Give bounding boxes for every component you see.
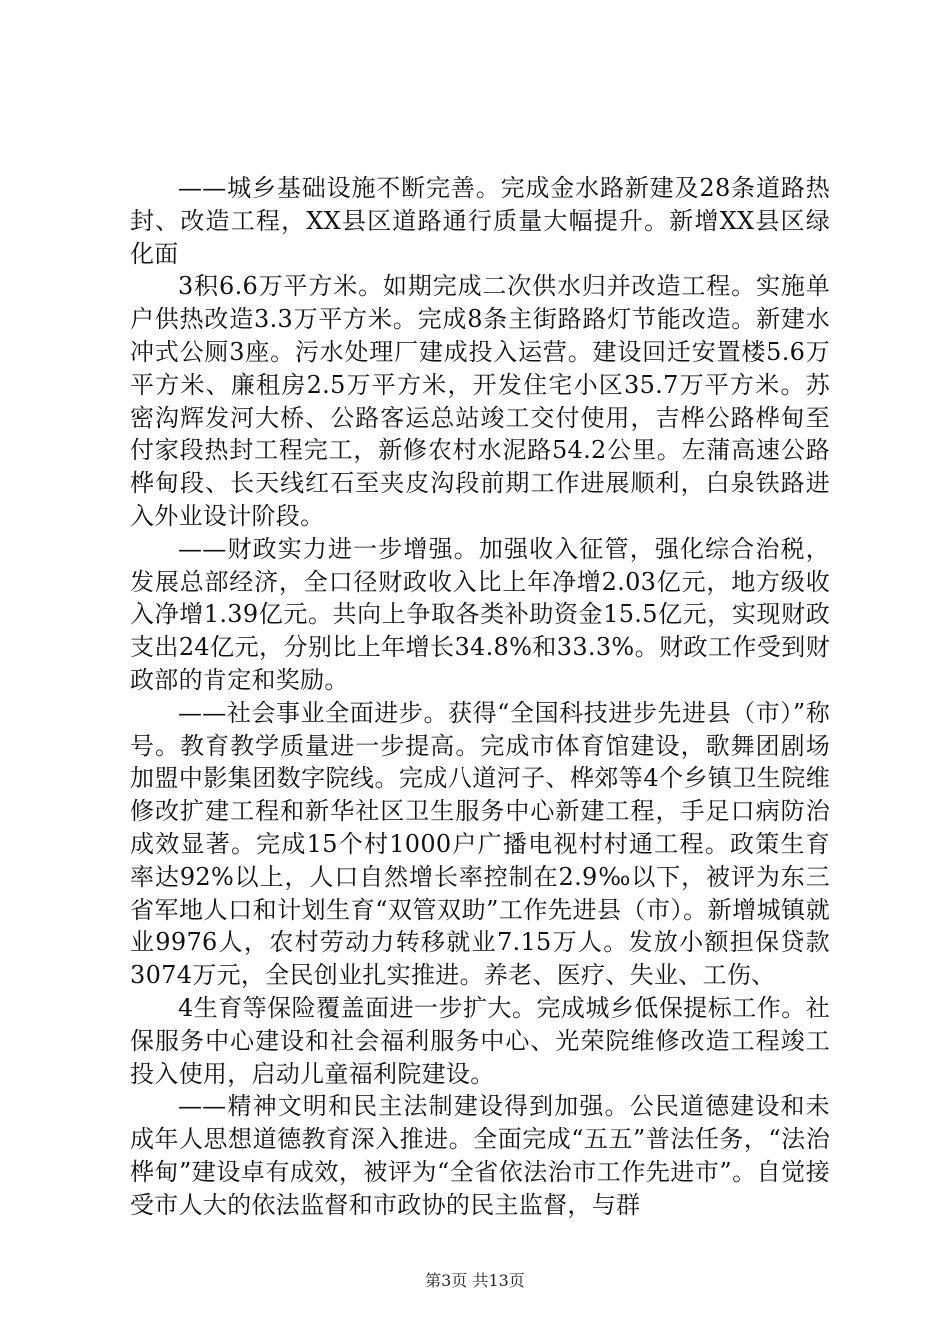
paragraph-infrastructure: ——城乡基础设施不断完善。完成金水路新建及28条道路热封、改造工程，XX县区道路通行质量大幅提升。新增XX县区绿化面 <box>130 174 830 268</box>
paragraph-social-affairs: ——社会事业全面进步。获得“全国科技进步先进县（市）”称号。教育教学质量进一步提高。完成市体育馆建设，歌舞团剧场加盟中影集团数字院线。完成八道河子、桦郊等4个乡镇卫生院维修改扩建工程和新华社区卫生服务中心新建工程，手足口病防治成效显著。完成15个村1000户广播电视村村通工程。政策生育率达92%以上，人口自然增长率控制在2.9‰以下，被评为东三省军地人口和计划生育“双管双助”工作先进县（市）。新增城镇就业9976人，农村劳动力转移就业7.15万人。发放小额担保贷款3074万元，全民创业扎实推进。养老、医疗、失业、工伤、 <box>130 698 830 990</box>
paragraph-civilization-legal: ——精神文明和民主法制建设得到加强。公民道德建设和未成年人思想道德教育深入推进。全面完成“五五”普法任务，“法治桦甸”建设卓有成效，被评为“全省依法治市工作先进市”。自觉接受市人大的依法监督和市政协的民主监督，与群 <box>130 1092 830 1219</box>
paragraph-finance: ——财政实力进一步增强。加强收入征管，强化综合治税，发展总部经济，全口径财政收入比上年净增2.03亿元，地方级收入净增1.39亿元。共向上争取各类补助资金15.5亿元，实现财政支出24亿元，分别比上年增长34.8%和33.3%。财政工作受到财政部的肯定和奖励。 <box>130 534 830 694</box>
paragraph-infrastructure-continued: 3积6.6万平方米。如期完成二次供水归并改造工程。实施单户供热改造3.3万平方米。完成8条主街路路灯节能改造。新建水冲式公厕3座。污水处理厂建成投入运营。建设回迁安置楼5.6万平方米、廉租房2.5万平方米，开发住宅小区35.7万平方米。苏密沟辉发河大桥、公路客运总站竣工交付使用，吉桦公路桦甸至付家段热封工程完工，新修农村水泥路54.2公里。左蒲高速公路桦甸段、长天线红石至夹皮沟段前期工作进展顺利，白泉铁路进入外业设计阶段。 <box>130 272 830 530</box>
document-body <box>130 172 830 1222</box>
page-footer <box>0 1271 950 1291</box>
paragraph-social-insurance: 4生育等保险覆盖面进一步扩大。完成城乡低保提标工作。社保服务中心建设和社会福利服务中心、光荣院维修改造工程竣工投入使用，启动儿童福利院建设。 <box>130 993 830 1088</box>
page-number-label: 第3页 共13页 <box>425 1271 525 1290</box>
